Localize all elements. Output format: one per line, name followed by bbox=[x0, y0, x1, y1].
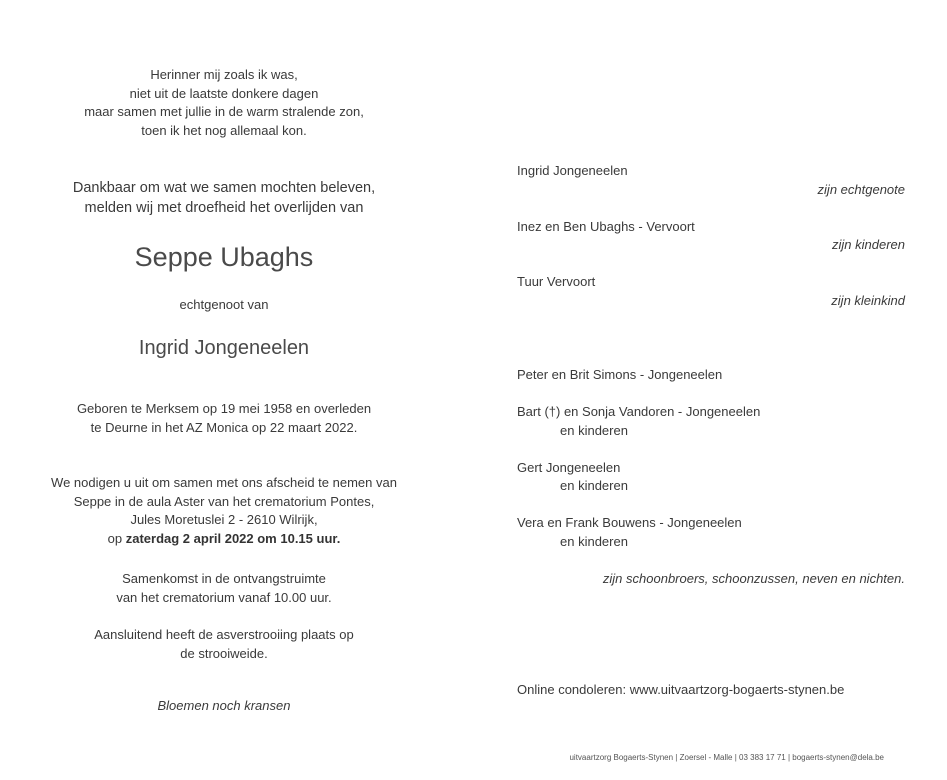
inlaw-name: Peter en Brit Simons - Jongeneelen bbox=[517, 367, 723, 382]
family-grandchild-name: Tuur Vervoort bbox=[517, 274, 596, 289]
inlaw-sub: en kinderen bbox=[560, 423, 628, 438]
flowers-note: Bloemen noch kransen bbox=[157, 698, 291, 713]
scattering-line: Aansluitend heeft de asverstrooiing plaats op bbox=[94, 627, 354, 642]
poem-line: niet uit de laatste donkere dagen bbox=[129, 85, 319, 101]
inlaw-name: Bart (†) en Sonja Vandoren - Jongeneelen bbox=[517, 404, 761, 419]
poem-line: Herinner mij zoals ik was, bbox=[150, 67, 298, 82]
gathering-line: van het crematorium vanaf 10.00 uur. bbox=[116, 589, 332, 605]
date-bold: zaterdag 2 april 2022 om 10.15 uur. bbox=[125, 530, 341, 546]
scattering-line: de strooiweide. bbox=[180, 645, 268, 661]
inlaw-sub: en kinderen bbox=[560, 478, 628, 493]
birth-death-line: te Deurne in het AZ Monica op 22 maart 2022. bbox=[90, 419, 358, 435]
date-prefix: op bbox=[107, 530, 126, 546]
spouse-name: Ingrid Jongeneelen bbox=[138, 337, 310, 359]
scattering-info bbox=[24, 626, 424, 663]
inlaws-relation: zijn schoonbroers, schoonzussen, neven en nichten. bbox=[602, 571, 905, 586]
family-grandchild-relation: zijn kleinkind bbox=[831, 293, 905, 308]
poem bbox=[24, 66, 424, 140]
inlaw-name: Gert Jongeneelen bbox=[517, 460, 621, 475]
family-spouse-name: Ingrid Jongeneelen bbox=[517, 163, 628, 178]
family-children-relation: zijn kinderen bbox=[832, 237, 905, 252]
family-children-name: Inez en Ben Ubaghs - Vervoort bbox=[517, 219, 695, 234]
announcement-intro bbox=[24, 178, 424, 218]
invitation-line: We nodigen u uit om samen met ons afscheid te nemen van bbox=[51, 475, 397, 490]
gathering-info bbox=[24, 570, 424, 607]
intro-line: Dankbaar om wat we samen mochten beleven, bbox=[72, 180, 376, 196]
funeral-invitation bbox=[24, 474, 424, 548]
gathering-line: Samenkomst in de ontvangstruimte bbox=[122, 571, 326, 586]
family-spouse-relation: zijn echtgenote bbox=[817, 182, 905, 197]
inlaw-name: Vera en Frank Bouwens - Jongeneelen bbox=[517, 515, 742, 530]
deceased-name: Seppe Ubaghs bbox=[134, 242, 314, 272]
poem-line: maar samen met jullie in de warm stralende zon, bbox=[84, 104, 364, 119]
birth-death-line: Geboren te Merksem op 19 mei 1958 en overleden bbox=[76, 401, 372, 416]
birth-death-info bbox=[24, 400, 424, 437]
invitation-date bbox=[24, 530, 424, 549]
poem-line: toen ik het nog allemaal kon. bbox=[141, 122, 307, 138]
spouse-of-label: echtgenoot van bbox=[179, 297, 269, 312]
intro-line: melden wij met droefheid het overlijden van bbox=[84, 200, 364, 216]
funeral-home-footer: uitvaartzorg Bogaerts-Stynen | Zoersel - Malle | 03 383 17 71 | bogaerts-stynen@dela.be bbox=[569, 753, 884, 762]
invitation-line: Jules Moretuslei 2 - 2610 Wilrijk, bbox=[130, 512, 318, 527]
inlaw-sub: en kinderen bbox=[560, 534, 628, 549]
invitation-line: Seppe in de aula Aster van het crematorium Pontes, bbox=[73, 493, 375, 509]
online-condolence: Online condoleren: www.uitvaartzorg-bogaerts-stynen.be bbox=[517, 682, 845, 697]
